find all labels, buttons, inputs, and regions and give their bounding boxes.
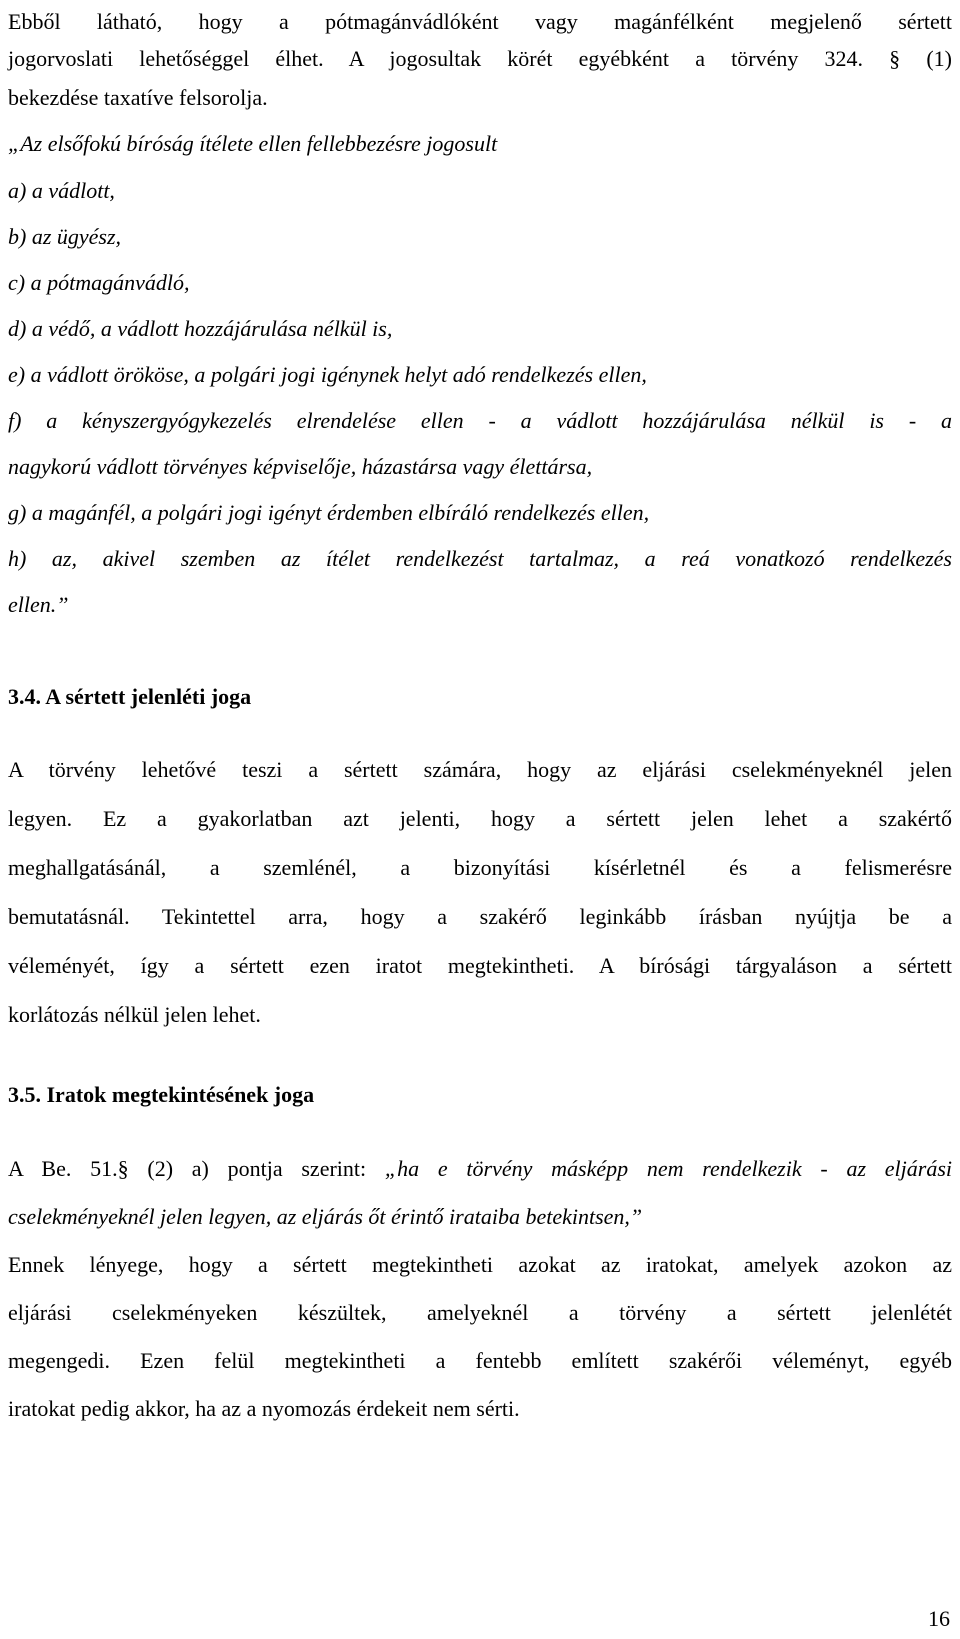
reference-text: A Be. 51.§ (2) a) pontja szerint: xyxy=(8,1156,385,1181)
paragraph-line: megengedi. Ezen felül megtekintheti a fentebb említett szakérői véleményt, egyéb xyxy=(8,1348,952,1373)
quote-line: h) az, akivel szemben az ítélet rendelkezést tartalmaz, a reá vonatkozó rendelkezés xyxy=(8,546,952,571)
paragraph-line: Ennek lényege, hogy a sértett megtekintheti azokat az iratokat, amelyek azokon az xyxy=(8,1252,952,1277)
paragraph-line: eljárási cselekményeken készültek, amelyeknél a törvény a sértett jelenlétét xyxy=(8,1300,952,1325)
paragraph-line: Ebből látható, hogy a pótmagánvádlóként vagy magánfélként megjelenő sértett xyxy=(8,9,952,34)
quote-line: g) a magánfél, a polgári jogi igényt érdemben elbíráló rendelkezés ellen, xyxy=(8,500,650,525)
paragraph-line: meghallgatásánál, a szemlénél, a bizonyítási kísérletnél és a felismerésre xyxy=(8,855,952,880)
quote-text: „ha e törvény másképp nem rendelkezik - az eljárási xyxy=(384,1156,952,1181)
paragraph-line xyxy=(8,1155,952,1183)
section-heading: 3.4. A sértett jelenléti joga xyxy=(8,684,252,709)
paragraph-line: korlátozás nélkül jelen lehet. xyxy=(8,1002,261,1027)
paragraph-line: bekezdése taxatíve felsorolja. xyxy=(8,85,268,110)
quote-line: ellen.” xyxy=(8,592,69,617)
quote-line: nagykorú vádlott törvényes képviselője, házastársa vagy élettársa, xyxy=(8,454,593,479)
paragraph-line: jogorvoslati lehetőséggel élhet. A jogosultak körét egyébként a törvény 324. § (1) xyxy=(8,46,952,71)
quote-line: c) a pótmagánvádló, xyxy=(8,270,190,295)
quote-line: d) a védő, a vádlott hozzájárulása nélkül is, xyxy=(8,316,393,341)
paragraph-line: bemutatásnál. Tekintettel arra, hogy a szakérő leginkább írásban nyújtja be a xyxy=(8,904,952,929)
paragraph-line: iratokat pedig akkor, ha az a nyomozás érdekeit nem sérti. xyxy=(8,1396,520,1421)
quote-line: „Az elsőfokú bíróság ítélete ellen fellebbezésre jogosult xyxy=(8,131,498,156)
quote-line: cselekményeknél jelen legyen, az eljárás őt érintő irataiba betekintsen,” xyxy=(8,1204,643,1229)
quote-line: b) az ügyész, xyxy=(8,224,122,249)
quote-line: f) a kényszergyógykezelés elrendelése ellen - a vádlott hozzájárulása nélkül is - a xyxy=(8,408,952,433)
paragraph-line: legyen. Ez a gyakorlatban azt jelenti, hogy a sértett jelen lehet a szakértő xyxy=(8,806,952,831)
quote-line: a) a vádlott, xyxy=(8,178,115,203)
paragraph-line: véleményét, így a sértett ezen iratot megtekintheti. A bírósági tárgyaláson a sértett xyxy=(8,953,952,978)
section-heading: 3.5. Iratok megtekintésének joga xyxy=(8,1082,315,1107)
paragraph-line: A törvény lehetővé teszi a sértett számára, hogy az eljárási cselekményeknél jelen xyxy=(8,757,952,782)
quote-line: e) a vádlott örököse, a polgári jogi igénynek helyt adó rendelkezés ellen, xyxy=(8,362,647,387)
page-number: 16 xyxy=(928,1606,950,1631)
